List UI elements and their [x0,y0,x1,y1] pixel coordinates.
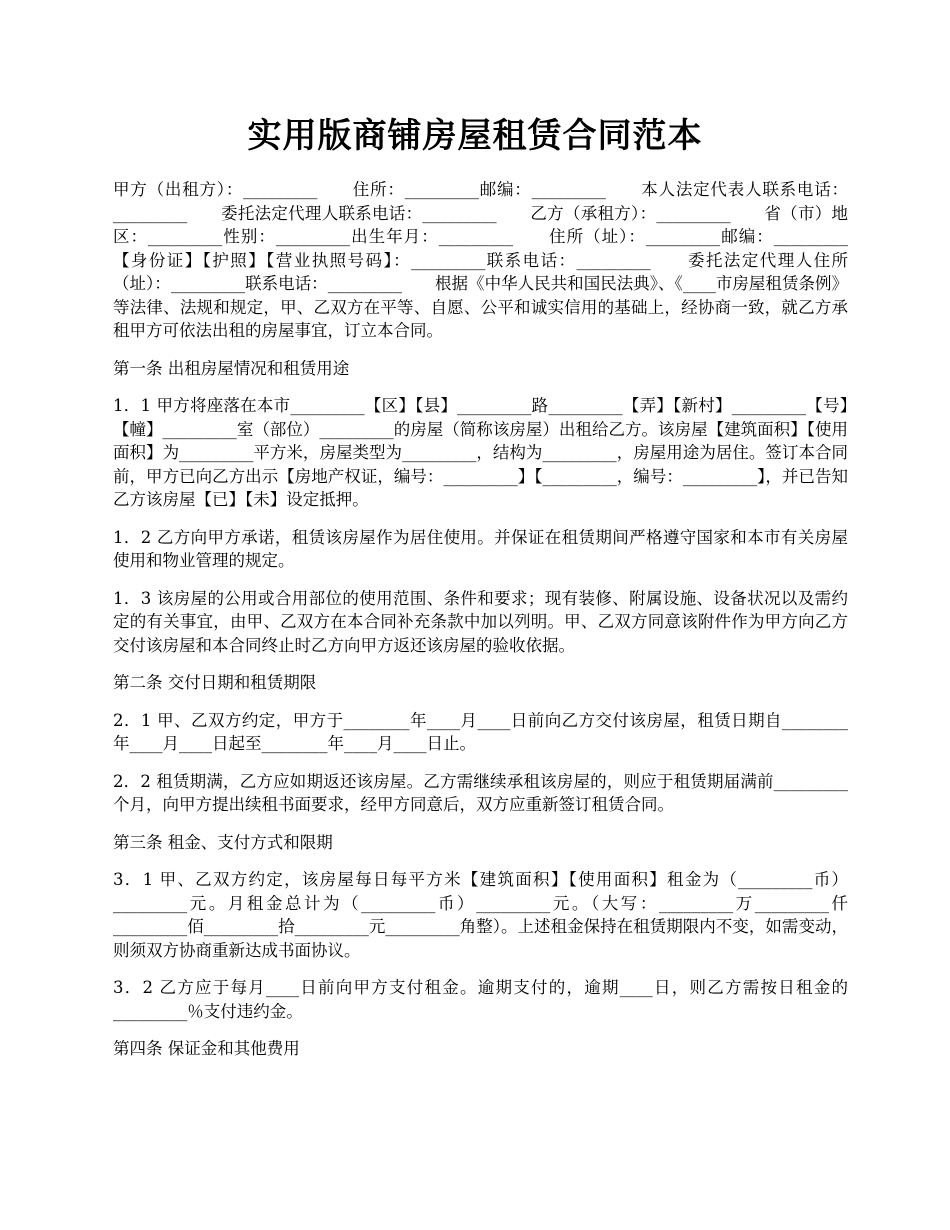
article-1-heading: 第一条 出租房屋情况和租赁用途 [113,358,350,378]
clause-1-2: 1．2 乙方向甲方承诺，租赁该房屋作为居住使用。并保证在租赁期间严格遵守国家和本市有关房屋使用和物业管理的规定。 [113,527,848,570]
clause-1-3: 1．3 该房屋的公用或合用部位的使用范围、条件和要求；现有装修、附属设施、设备状况以及需约定的有关事宜，由甲、乙双方在本合同补充条款中加以列明。甲、乙双方同意该附件作为甲方向乙方交付该房屋和本合同终止时乙方向甲方返还该房屋的验收依据。 [113,588,848,655]
clause-3-2: 3．2 乙方应于每月____日前向甲方支付租金。逾期支付的，逾期____日，则乙方需按日租金的_________％支付违约金。 [113,978,848,1021]
parties-paragraph: 甲方（出租方）：_________ 住所：_________邮编：_________ 本人法定代表人联系电话：_________ 委托法定代理人联系电话：_________ 乙方（承租方）：_________ 省（市）地区：_________性别：_________出生年月：_________ 住所（址）：_________邮编：_________ 【身份证】【护照】【营业执照号码】：_________联系电话：_________ 委托法定代理人住所（址）：_________联系电话：_________ 根据《中华人民共和国民法典》、《____市房屋租赁条例》等法律、法规和规定，甲、乙双方在平等、自愿、公平和诚实信用的基础上，经协商一致，就乙方承租甲方可依法出租的房屋事宜，订立本合同。 [113,180,881,340]
article-4-heading: 第四条 保证金和其他费用 [113,1039,300,1058]
clause-2-2: 2．2 租赁期满，乙方应如期返还该房屋。乙方需继续承租该房屋的，则应于租赁期届满前_________个月，向甲方提出续租书面要求，经甲方同意后，双方应重新签订租赁合同。 [113,771,848,814]
document-title: 实用版商铺房屋租赁合同范本 [247,116,703,156]
article-3-heading: 第三条 租金、支付方式和限期 [113,832,333,852]
document-body [113,178,881,1075]
clause-3-1: 3．1 甲、乙双方约定，该房屋每日每平方米【建筑面积】【使用面积】租金为（_________币）_________元。月租金总计为（_________币）_________元。（大写：_________万_________仟_________佰_________拾_________元_________角整）。上述租金保持在租赁期限内不变，如需变动，则须双方协商重新达成书面协议。 [113,870,848,960]
clause-2-1: 2．1 甲、乙双方约定，甲方于________年____月____日前向乙方交付该房屋，租赁日期自________年____月____日起至________年____月____日止。 [113,710,848,753]
clause-1-1: 1．1 甲方将座落在本市_________【区】【县】_________路_________【弄】【新村】_________【号】【幢】_________室（部位）_________的房屋（简称该房屋）出租给乙方。该房屋【建筑面积】【使用面积】为_________平方米，房屋类型为_________，结构为_________，房屋用途为居住。签订本合同前，甲方已向乙方出示【房地产权证，编号：_________】【_________，编号：_________】，并已告知乙方该房屋【已】【未】设定抵押。 [113,396,848,509]
article-2-heading: 第二条 交付日期和租赁期限 [113,673,317,692]
